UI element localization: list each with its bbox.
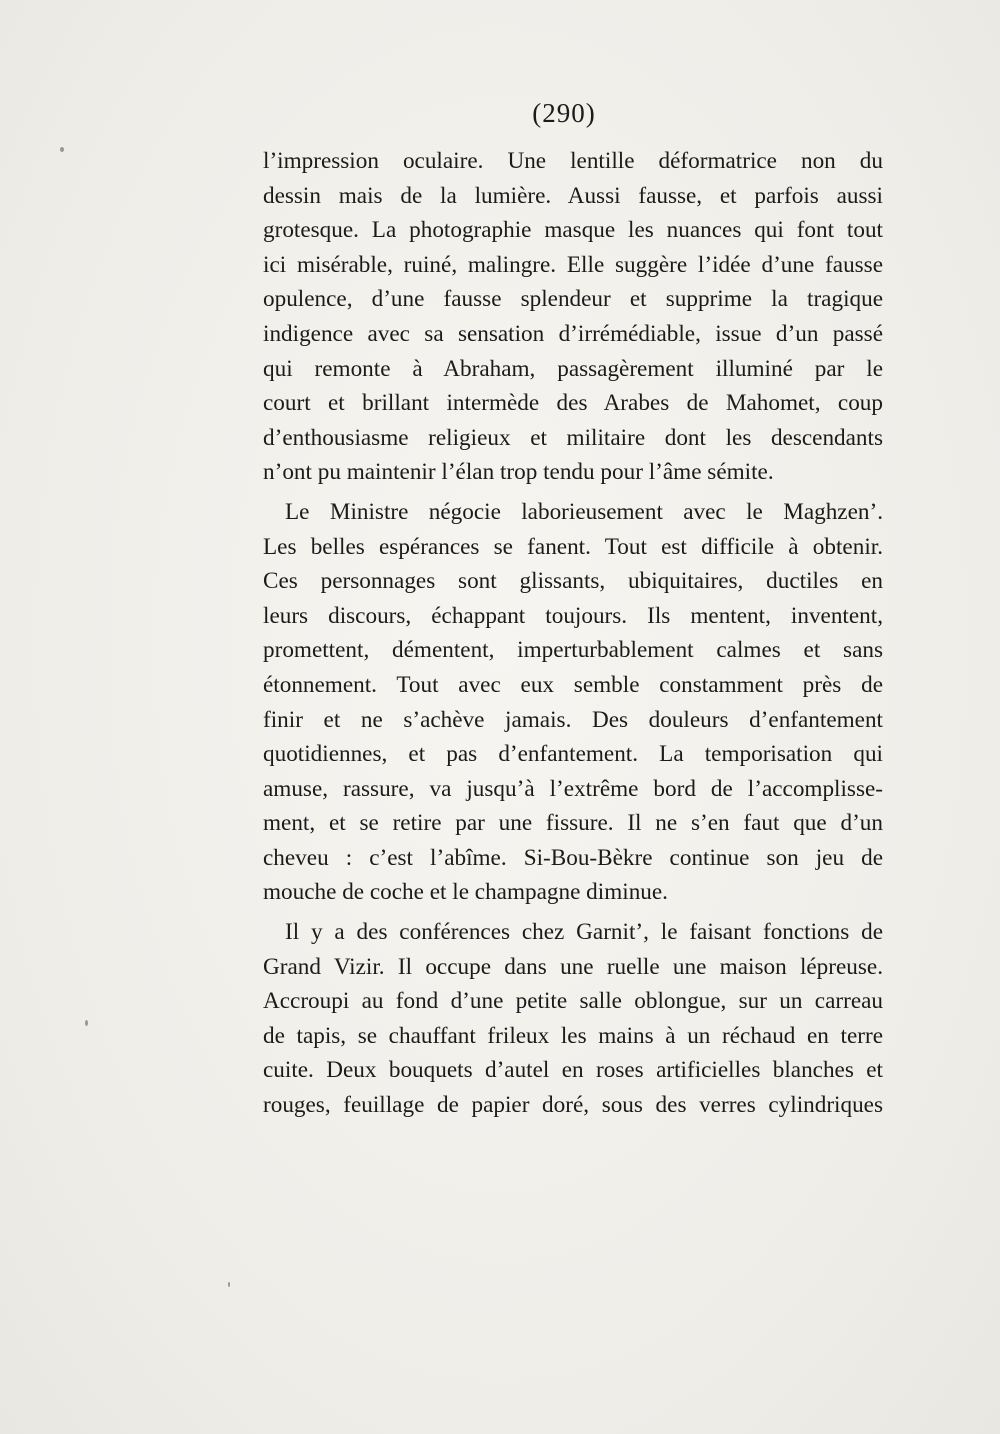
text-line: n’ont pu maintenir l’élan trop tendu pour l’âme sémite. xyxy=(263,459,774,486)
text-line: d’enthousiasme religieux et militaire dont les descendants xyxy=(263,424,883,451)
text-line: Les belles espérances se fanent. Tout est difficile à obtenir. xyxy=(263,533,883,560)
paragraph xyxy=(263,495,883,910)
text-line: court et brillant intermède des Arabes de Mahomet, coup xyxy=(263,390,883,417)
text-line: Accroupi au fond d’une petite salle oblongue, sur un carreau xyxy=(263,988,883,1015)
page-number-text: (290) xyxy=(532,98,596,128)
text-line: cuite. Deux bouquets d’autel en roses artificielles blanches et xyxy=(263,1057,883,1084)
text-line: ici misérable, ruiné, malingre. Elle suggère l’idée d’une fausse xyxy=(263,251,883,278)
text-line: étonnement. Tout avec eux semble constamment près de xyxy=(263,671,883,698)
text-line: qui remonte à Abraham, passagèrement illuminé par le xyxy=(263,355,883,382)
text-line: grotesque. La photographie masque les nuances qui font tout xyxy=(263,217,883,244)
text-line: dessin mais de la lumière. Aussi fausse, et parfois aussi xyxy=(263,182,883,209)
text-line: quotidiennes, et pas d’enfantement. La temporisation qui xyxy=(263,741,883,768)
text-line: leurs discours, échappant toujours. Ils mentent, inventent, xyxy=(263,602,883,629)
text-line: promettent, démentent, imperturbablement calmes et sans xyxy=(263,637,883,664)
text-line: mouche de coche et le champagne diminue. xyxy=(263,879,668,906)
text-line: rouges, feuillage de papier doré, sous des verres cylindriques xyxy=(263,1092,883,1119)
page-number xyxy=(0,98,1000,129)
text-line: Grand Vizir. Il occupe dans une ruelle une maison lépreuse. xyxy=(263,953,883,980)
text-line: cheveu : c’est l’abîme. Si-Bou-Bèkre continue son jeu de xyxy=(263,844,883,871)
text-line: l’impression oculaire. Une lentille déformatrice non du xyxy=(263,148,883,174)
text-line: finir et ne s’achève jamais. Des douleurs d’enfantement xyxy=(263,706,883,733)
paper-speck xyxy=(60,147,64,152)
text-line: Il y a des conférences chez Garnit’, le faisant fonctions de xyxy=(285,919,883,946)
paper-speck xyxy=(85,1020,88,1026)
body-text xyxy=(263,144,883,1123)
paragraph xyxy=(263,144,883,490)
text-line: Ces personnages sont glissants, ubiquitaires, ductiles en xyxy=(263,568,883,595)
text-line: de tapis, se chauffant frileux les mains à un réchaud en terre xyxy=(263,1022,883,1049)
text-line: opulence, d’une fausse splendeur et supprime la tragique xyxy=(263,286,883,313)
text-line: Le Ministre négocie laborieusement avec le Maghzen’. xyxy=(285,498,883,525)
text-line: indigence avec sa sensation d’irrémédiable, issue d’un passé xyxy=(263,320,883,347)
text-line: amuse, rassure, va jusqu’à l’extrême bord de l’accomplisse- xyxy=(263,775,883,802)
text-line: ment, et se retire par une fissure. Il ne s’en faut que d’un xyxy=(263,810,883,837)
paragraph xyxy=(263,915,883,1123)
paper-speck xyxy=(228,1282,230,1287)
